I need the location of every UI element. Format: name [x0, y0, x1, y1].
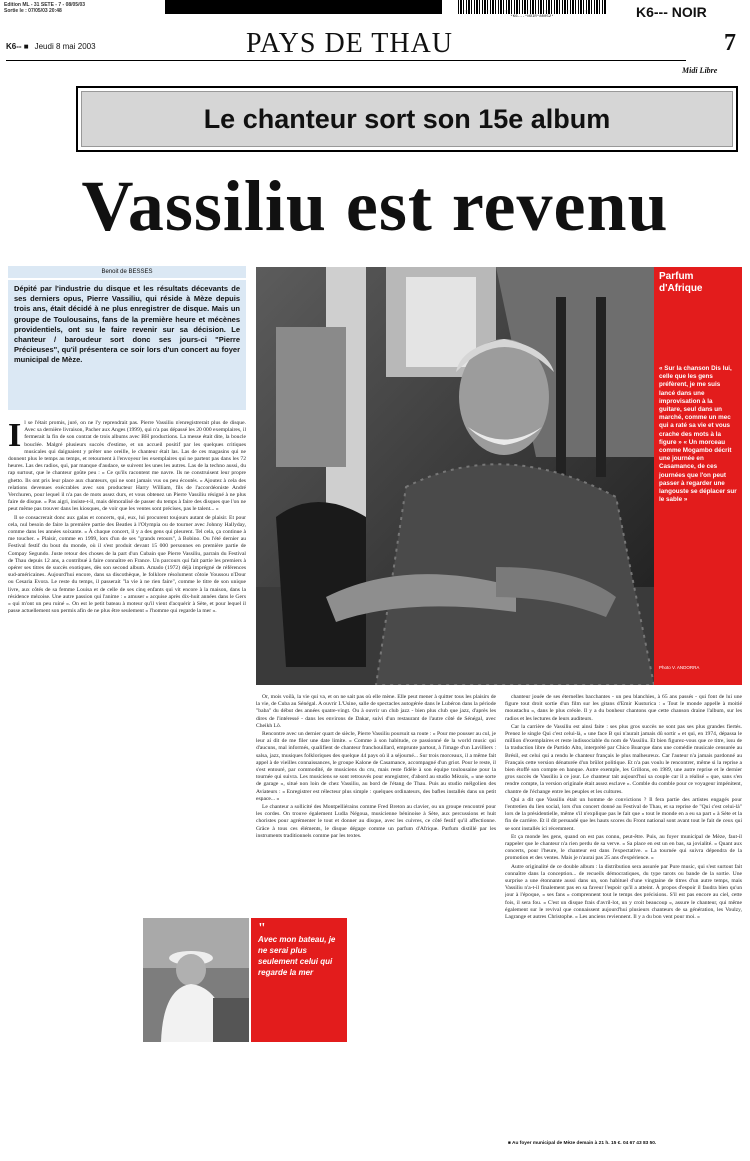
pull-quote [251, 918, 347, 1042]
publication-name: Midi Libre [682, 66, 718, 75]
sidebar-box [654, 267, 742, 685]
page-title: PAYS DE THAU [246, 28, 454, 59]
paragraph: Qui a dit que Vassiliu était un homme de convictions ? Il fera partie des artistes engagés pour l'entretien du lien social, lors d'un concert donné au Festival de Thau, et sa reprise de "Qui c'est celui-là" lors de la présidentielle, même s'il n'explique pas le fait que « tout le monde en a eu sa part » à Sète et la fin de carrière. Et il dit persuadé que les hauts scores du Front national sont avant tout le fait de ceux qui se sont installés ici récemment. [505, 796, 742, 832]
paragraph: Or, mois voilà, la vie qui va, et on ne sait pas où elle mène. Elle peut mener à quitter tous les plaisirs de la vie, de Cuba au Sénégal. A ouvrir L'Usine, salle de spectacles autogérée dans le Lubéron dans la période "baba" du début des années quatre-vingt. Ou à ouvrir un club jazz - bien plus club que jazz, d'après les dires de l'intéressé - dans les environs de Dakar, suivi d'un restaurant de l'autre côté de Sénégal, avec Cheikh Lô. [256, 694, 496, 729]
paragraph: Car la carrière de Vassiliu est ainsi faite : ses plus gros succès ne sont pas ses plus grandes fiertés. Prenez le single Qui c'est celui-là, « une face B qui n'aurait jamais dû sortir » et qui, en 1974, dépassa le million d'exemplaires et reste indissociable du nom de Vassiliu. Et bien figurez-vous que ce titre, issu de la traduction libre de Partido Alto, interprété par Chico Buarque dans une comédie musicale censurée au Brésil, est celui qui a rendu le chanteur français le plus malheureux. Car l'auteur n'a jamais pardonné au Français cette version dénaturée d'un brûlot politique. Et n'a pas voulu le rencontrer, même si la reprise a bien étoffé son compte en banque. Autre exemple, les Grillons, en 1989, une autre reprise et le dernier gros succès de Vassiliu à ce jour. Le chanteur tait aujourd'hui sa couple car il a réalisé « que, sans s'en rendre compte, la version originale était assez esclave ». Comble du comble pour ce voyageur impénitent, chantre de l'échange entre les peuples et les cultures. [505, 723, 742, 795]
standfirst: Dépité par l'industrie du disque et les résultats décevants de ses derniers opus, Pierre Vassiliu, qui réside à Mèze depuis trois ans, était décidé à ne plus enregistrer de disque. Mais un groupe de Toulousains, fans de la première heure et mécènes providentiels, ont su le faire revenir sur sa décision. Le chanteur / baroudeur sort donc ses jours-ci "Pierre Précieuses", qu'il présentera ce soir lors d'un concert au foyer municipal de Mèze. [8, 280, 246, 410]
paragraph: Autre originalité de ce double album : la distribution sera assurée par Pure music, qui s'est surtout fait connaître dans la conception... de recueils démocratiques, du type tarots ou bande de la sortie. Une surprise a une étonnante aussi dans un, son habituel d'une vingtaine de titres d'un autre temps, mais Vassiliu n'a-t-il finalement pas en sa faveur l'espoir qu'il a atteint. À propos d'espoir il faudra bien qu'un jour à l'époque, « ses fans » comprennent tout le temps des précisions. S'il est pas encore au ciel, cette fois, il sera fou. « C'est un disque frais d'avril-lot, un y croit beaucoup », assure le chanteur, qui même également sur le revival que connaissent aujourd'hui plusieurs chanteurs de sa génération, les Voulzy, Lagrange et autres Christophe. « Les anciens reviennent. Il y a du bon vent pour moi. » [505, 863, 742, 921]
article-column-2 [256, 694, 496, 1139]
headline: Vassiliu est revenu [81, 166, 669, 246]
sidebar-title: Parfum d'Afrique [659, 271, 703, 294]
black-header-bar [165, 0, 442, 14]
page-code [6, 42, 96, 52]
print-info-line: Sortie le : 07/05/03 20:48 [4, 8, 62, 14]
print-info [4, 2, 85, 14]
event-info: ■ Au foyer municipal de Mèze demain à 21 h. 15 €. 04 67 43 83 50. [508, 1141, 657, 1146]
byline: Benoit de BESSES [8, 266, 246, 278]
paragraph: Et ça monde les gens, quand on est pas connu, peut-être. Puis, au foyer municipal de Mèze, faut-il rappeler que le chanteur n'a rien perdu de sa verve. « Sa place en est un en bas, sa jovialité. » Quant aux concerts, pour l'heure, le chanteur est dans l'expectative. « La tournée qui suivra dépendra de la promotion et des ventes. Mais je n'aurai pas 25 ans d'expérience. » [505, 833, 742, 862]
barcode [458, 0, 606, 22]
header-rule [6, 60, 686, 61]
inset-photo-illustration [143, 918, 249, 1042]
print-info-line: Edition ML - 31 SETE - 7 - 08/05/03 [4, 2, 86, 8]
main-photo [256, 267, 654, 685]
paragraph: l se l'était promis, juré, on ne l'y reprendrait pas. Pierre Vassiliu n'enregistrerait plus de disque. Avec sa dernière livraison, Pacher aux Anges (1999), qui n'a pas dépassé les 20 000 exemplaires, il fermerait la fin de son contrat de trois albums avec BH productions. La messe était dite, la boucle bouclée. Malgré plusieurs succès d'estime, et un accueil positif par les quelques critiques musicales qui daignaient y prêter une oreille, le chanteur était las. Las de ces magasins qui ne donnent plus le temps au temps, et retournent à l'envoyeur les exemplaires qui ne partent pas dans les 72 heures. Las des radios, qui, par manque d'audace, se suivent les unes les autres. Las de la techno aussi, du rap surtout, que le chanteur goûte peu : « Ce qu'ils racontent me navre. Ils ne construisent leur propre ghetto. Ils ont pris leur place aux chanteurs, qui ne sont jamais vus ou peu écoutés. » Ajoutez à cela des relations devenues exécrables avec son producteur Harry William, fils de l'accordéoniste André Verchuren, pour lequel il n'a pas de mots assez durs, et vous obtenez un Pierre Vassiliu résigné à ne plus faire de disque. « Pas aigri, insiste-t-il, mais démoralisé de passer du temps à faire des disques que l'on ne peut même pas trouver dans les kiosques, de voir que les ventes sont précises, pas le talent... » [8, 420, 246, 513]
sidebar-quote: « Sur la chanson Dis lui, celle que les gens préfèrent, je me suis lancé dans une improvisation à la guitare, seul dans un marché, comme un mec qui a raté sa vie et vous crache des mots à la figure » « Un morceau comme Mogambo décrit une journée en Casamance, de ces journées que l'on peut passer à regarder une langouste se déplacer sur le sable » [659, 365, 737, 504]
page-date: Jeudi 8 mai 2003 [34, 42, 96, 51]
kicker-text: Le chanteur sort son 15e album [81, 91, 733, 147]
quote-mark: " [258, 921, 266, 936]
paragraph: Il se consacrerait donc aux galas et concerts, qui, eux, lui procurent toujours autant de plaisir. Et pour cela, nul besoin de faire la première partie des Beatles à l'Olympia ou de tourner avec Johnny Hallyday, comme dans les années soixante. « À chaque concert, il y a des gens qui pleurent. Tel cela, ça continue à me toucher. » Plaisir, comme en 1999, lors d'un de ses "grands retours", à Bobino. Ou l'été dernier au Festival festif du bout du monde, où il s'est produit devant 15 000 personnes en première partie de Compay Segundo. Juste retour des choses de la part d'un Cubain que Pierre Vassiliu, parrain du Festival de Thau depuis 12 ans, a contribué à faire connaître en France. Un parcours qui fait partie les premiers à opérer ses titres de succès exotiques, dès son second album. Amado (1972) déjà imprégné de références sud-américaines. Aujourd'hui encore, dans sa discothèque, le folklore résolument côtoie Youssou n'Dour ou Cesaria Evora. Le reste du temps, il passerait "la vie à ne rien faire", comme le titre de son unique livre, aux côtés de sa femme Louisa et de celle de ses cinq enfants qui vit encore à la maison, dans la résidence mézoise. Une autre passion qui l'anime : « amuser » acquise après dix-huit années dans le Gers « qui m'ont un peu ruiné ». On est le petit bateau à moteur qu'il vient d'acquérir à Sète, et pour lequel il passe actuellement son permis afin de ne plus être seulement « l'homme qui regarde la mer ». [8, 514, 246, 615]
kicker-box [76, 86, 738, 152]
main-photo-illustration [256, 267, 654, 685]
barcode-bars [458, 0, 606, 14]
paragraph: chanteur jouée de ses éternelles bacchantes - un peu blanchies, à 65 ans passés - qui font de lui une figure tout droit sortie d'un film sur les gitans d'Emir Kusturica : « Tout le monde appelle à moitié moustachu », dans le plus créole. Il y a du bonheur chantons que cette chanson draine l'album, sur les radios et les lectures de leurs auditeurs. [505, 694, 742, 722]
page-code-label: K6-- ■ [6, 42, 29, 51]
inset-photo [143, 918, 249, 1042]
paragraph: Rencontre avec un dernier quart de siècle, Pierre Vassiliu poursuit sa route : « Pour me pousser au cul, je leur ai dit de me filer une date limite. » Comme à son habitude, ce passionné de la world music qui d'aucuns, mal informés, qualifient de chanteur franchouillard, emprunte partout, à l'image d'un Lavilliers : salsa, jazz, musiques folkloriques des quelque 44 pays où il a séjourné... Sur trois morceaux, il a même fait appel à de vieilles connaissances, le groupe Kalone de Casamance, accompagné d'un griot. Pour le reste, il s'est entouré, par commodité, de musiciens du cru, mais reste fidèle à son équipe toulousaine pour la tournée qui suivra. Les musiciens se sont retrouvés pour enregistrer, d'abord au studio Mèzois, « une sorte de garage », situé non loin de chez Vassiliu, au bord de l'étang de Thau. Puis au studio mélgolien des Aviateurs : « Enregistrer est rélecteur plus simple : quelques ordinateurs, des bafles installés dans un petit espace... » [256, 731, 496, 802]
barcode-number: *K6---*NOIR*80052* [510, 15, 554, 19]
article-column-3 [505, 694, 742, 1139]
pull-quote-text: Avec mon bateau, je ne serai plus seulement celui qui regarde la mer [258, 935, 336, 977]
paragraph: Le chanteur a sollicité des Montpelliérains comme Fred Breton au clavier, ou un groupe rencontré pour les cordes. On trouve également Ludla Négoua, musicienne béninoise à Sète, aux percussions et huit choristes pour agrémenter le tout et donner au disque, avec les cuivres, ce côté festif qu'il affectionne. Grâce à tous ces éléments, le disque dégage comme un parfum d'Afrique. Parfum distillé par les instruments traditionnels comme par les textes. [256, 804, 496, 839]
drop-cap: I [8, 420, 22, 454]
photo-credit: Photo V. ANDORRA [659, 665, 700, 670]
edition-label: K6--- NOIR [636, 4, 707, 20]
page-number: 7 [724, 30, 736, 56]
